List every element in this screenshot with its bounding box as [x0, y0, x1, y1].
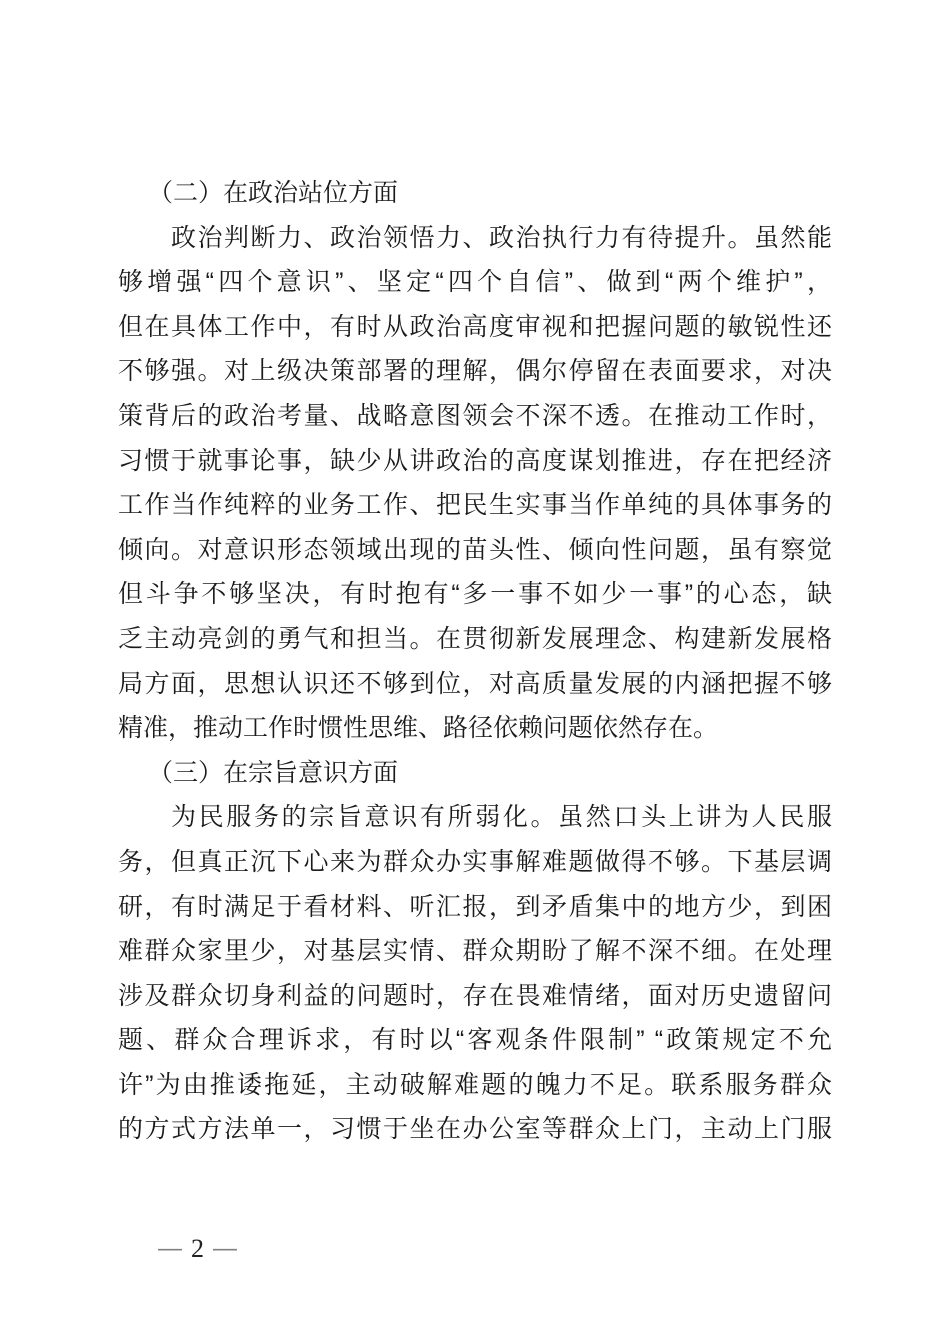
paragraph-line: 局方面，思想认识还不够到位，对高质量发展的内涵把握不够	[118, 669, 832, 698]
paragraph-line: 策背后的政治考量、战略意图领会不深不透。在推动工作时，	[118, 401, 832, 430]
paragraph-line: 涉及群众切身利益的问题时，存在畏难情绪，面对历史遗留问	[118, 981, 832, 1010]
paragraph-line: 倾向。对意识形态领域出现的苗头性、倾向性问题，虽有察觉	[118, 535, 832, 564]
paragraph-line: 为民服务的宗旨意识有所弱化。虽然口头上讲为人民服	[171, 803, 832, 832]
paragraph-line: 政治判断力、政治领悟力、政治执行力有待提升。虽然能	[171, 223, 832, 252]
page-footer	[158, 1234, 237, 1264]
document-body	[118, 171, 832, 1152]
page-number: 2	[191, 1234, 204, 1263]
paragraph-line: 够增强“四个意识”、坚定“四个自信”、做到“两个维护”，	[118, 268, 832, 297]
paragraph-line: 但斗争不够坚决，有时抱有“多一事不如少一事”的心态，缺	[118, 580, 832, 609]
paragraph-line: 不够强。对上级决策部署的理解，偶尔停留在表面要求，对决	[118, 357, 832, 386]
paragraph-line: 研，有时满足于看材料、听汇报，到矛盾集中的地方少，到困	[118, 892, 832, 921]
section-heading: （三）在宗旨意识方面	[148, 758, 399, 787]
paragraph-line: 的方式方法单一，习惯于坐在办公室等群众上门，主动上门服	[118, 1115, 832, 1144]
paragraph-line: 但在具体工作中，有时从政治高度审视和把握问题的敏锐性还	[118, 312, 832, 341]
paragraph-line: 习惯于就事论事，缺少从讲政治的高度谋划推进，存在把经济	[118, 446, 832, 475]
paragraph-line: 题、群众合理诉求，有时以“客观条件限制” “政策规定不允	[118, 1026, 832, 1055]
paragraph-line: 工作当作纯粹的业务工作、把民生实事当作单纯的具体事务的	[118, 491, 832, 520]
paragraph-line: 务，但真正沉下心来为群众办实事解难题做得不够。下基层调	[118, 847, 832, 876]
paragraph-line: 乏主动亮剑的勇气和担当。在贯彻新发展理念、构建新发展格	[118, 624, 832, 653]
paragraph-line: 许”为由推诿拖延，主动破解难题的魄力不足。联系服务群众	[118, 1070, 832, 1099]
paragraph-line: 难群众家里少，对基层实情、群众期盼了解不深不细。在处理	[118, 937, 832, 966]
section-heading: （二）在政治站位方面	[148, 179, 399, 207]
footer-dash-right: —	[213, 1235, 237, 1262]
footer-dash-left: —	[158, 1235, 182, 1262]
paragraph-line: 精准，推动工作时惯性思维、路径依赖问题依然存在。	[118, 714, 719, 743]
